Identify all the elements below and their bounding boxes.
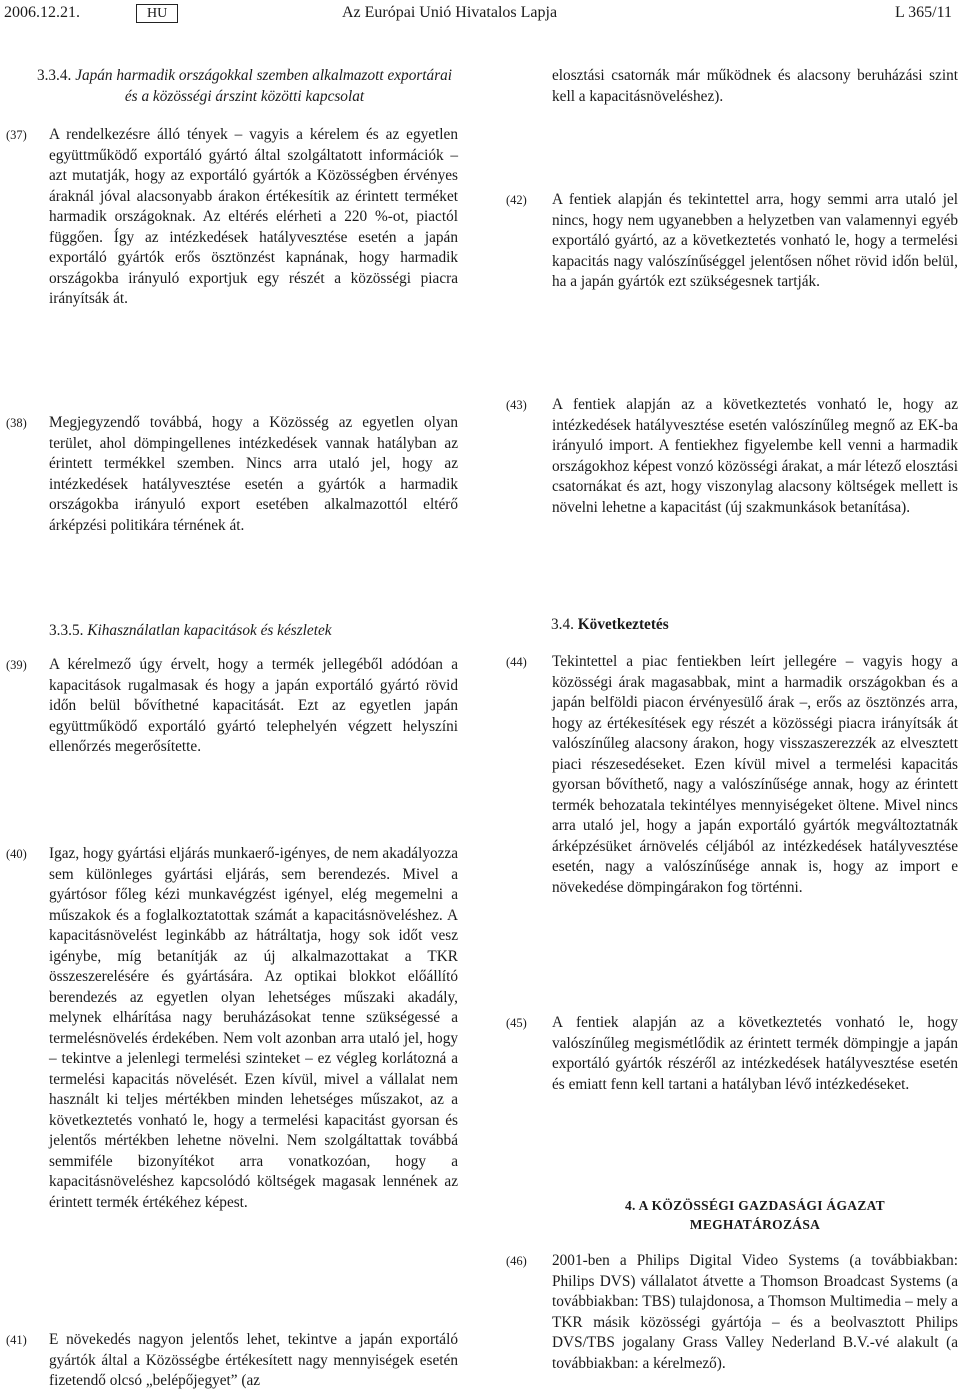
- paragraph-text: A kérelmező úgy érvelt, hogy a termék jellegéből adódóan a kapacitások rugalmasak és hogy a japán exportáló gyártó rövid időn belül bővíthetné kapacitását. Ezt az egyetlen japán együttműködő exportáló gyártó telephelyén végzett helyszíni ellenőrzés megerősítette.: [49, 656, 458, 755]
- paragraph-number: (38): [6, 416, 27, 430]
- paragraph-number: (41): [6, 1333, 27, 1347]
- page-reference: L 365/11: [894, 4, 952, 21]
- paragraph-number: (43): [506, 398, 527, 412]
- subsection-title: Kihasználatlan kapacitások és készletek: [87, 622, 332, 639]
- paragraph-text: A rendelkezésre álló tények – vagyis a kérelem és az egyetlen együttműködő exportáló gyártó által szolgáltatott információk – azt mutatják, hogy az exportáló gyártók a Közösségben érvényes áraknál jóval alacsonyabb árakon értékesítik az érintett terméket harmadik országoknak. Az eltérés elérheti a 220 %-ot, piactól függően. Így az intézkedések hatályvesztése esetén a japán exportáló gyártók erős ösztönzést kapnának, hogy harmadik országokba irányuló exportjuk egy részét a közösségi piacra irányítsák át.: [49, 126, 458, 307]
- section-number: 3.4.: [551, 616, 574, 633]
- paragraph-number: (46): [506, 1254, 527, 1268]
- paragraph-text: Tekintettel a piac fentiekben leírt jellegére – vagyis hogy a közösségi árak magasabbak, mint a harmadik országokban és a japán belföldi piacon érvényesülő árak –, erős az ösztönzés arra, hogy az értékesítések egy részét a közösségi piacra irányítsák át valószínűleg alacsony árakon, hogy visszaszerezzék az elvesztett piaci részesedéseket. Ezen kívül mivel a termelési kapacitás gyorsan bővíthető, nagy a valószínűsége annak, hogy az érintett termék behozatala tekintélyes mennyiségeket öltene. Mivel nincs arra utaló jel, hogy a japán exportáló gyártók megváltoztatnák árképzésüket árnövelés céljából az intézkedések hatályvesztése esetén, nagy a valószínűsége annak is, hogy az import e növekedése dömpingárakon fog történni.: [552, 653, 958, 896]
- paragraph-45: [506, 1013, 958, 1095]
- paragraph-text: 2001-ben a Philips Digital Video Systems (a továbbiakban: Philips DVS) vállalatot átvette a Thomson Broadcast Systems (a továbbiakban: TBS) tulajdonosa, a Thomson Multimedia – mely a TKR másik közösségi gyártója – és a beolvasztott Philips DVS/TBS jogalany Grass Valley Nederland B.V.-vé alakult (a továbbiakban: a kérelmező).: [552, 1252, 958, 1372]
- paragraph-text: elosztási csatornák már működnek és alacsony beruházási szint kell a kapacitásnöveléshez).: [552, 67, 958, 105]
- section-4-heading: [552, 1196, 958, 1234]
- subsection-3-3-4: [31, 66, 458, 107]
- subsection-number: 3.3.4.: [36, 67, 72, 84]
- paragraph-number: (37): [6, 128, 27, 142]
- page-header: [4, 4, 956, 26]
- paragraph-number: (39): [6, 658, 27, 672]
- paragraph-39: [6, 655, 458, 758]
- paragraph-text: A fentiek alapján az a következtetés vonható le, hogy valószínűleg megismétlődik az érintett termék dömpingje a japán exportáló gyártók részéről az intézkedések hatályvesztése esetén és emiatt fenn kell tartani a hatályban lévő intézkedéseket.: [552, 1014, 958, 1093]
- paragraph-41: [6, 1330, 458, 1392]
- section-heading-line1: 4. A KÖZÖSSÉGI GAZDASÁGI ÁGAZAT: [625, 1198, 885, 1213]
- paragraph-38: [6, 413, 458, 536]
- paragraph-43: [506, 395, 958, 518]
- paragraph-37: [6, 125, 458, 310]
- publication-date: 2006.12.21.: [4, 4, 80, 21]
- paragraph-number: (40): [6, 847, 27, 861]
- paragraph-number: (45): [506, 1016, 527, 1030]
- paragraph-text: A fentiek alapján és tekintettel arra, hogy semmi arra utaló jel nincs, hogy nem ugyanebben a helyzetben van valamennyi egyéb exportáló gyártó, az a következtetés vonható le, hogy a termelési kapacitás nagy valószínűséggel jelentősen nőhet rövid időn belül, ha a japán gyártók ezt szükségesnek tartják.: [552, 191, 958, 290]
- paragraph-number: (44): [506, 655, 527, 669]
- language-code-box: HU: [136, 4, 178, 23]
- subsection-3-3-5: [49, 621, 332, 642]
- paragraph-text: Igaz, hogy gyártási eljárás munkaerő-igényes, de nem akadályozza sem különleges gyártási eljárás, sem berendezés. Mivel a gyártósor főleg kézi munkavégzést igényel, elég megemelni a műszakok és a foglalkoztatottak számát a kapacitásnöveléshez. A kapacitásnövelést leginkább az hátráltatja, hogy sok időt vesz igénybe, míg betanítják az új alkalmazottakat a TKR összeszerelésére és gyártására. Az optikai blokkot előállító berendezés az egyetlen olyan lehetséges műszaki akadály, melynek elhárítása nagy beruházásokat tenne szükségessé a termelésnövelés érdekében. Nem volt azonban arra utaló jel, hogy – tekintve a jelenlegi termelési szinteket – ez végleg korlátozná a termelési kapacitás növelését. Ezen kívül, mivel a vállalat nem használt ki teljes mértékben minden lehetséges műszakot, az a következtetés vonható le, hogy a termelési kapacitást gyorsan és jelentős mértékben lehetne növelni. Nem szolgáltattak továbbá semmiféle bizonyítékot arra vonatkozóan, hogy a kapacitásnöveléshez kapcsolódó költségek magasak lennének az érintett termék értékéhez képest.: [49, 845, 459, 1211]
- section-heading-line2: MEGHATÁROZÁSA: [689, 1217, 821, 1232]
- subsection-title: Japán harmadik országokkal szemben alkalmazott exportárai és a közösségi árszint közötti kapcsolat: [75, 67, 453, 105]
- paragraph-text: Megjegyzendő továbbá, hogy a Közösség az egyetlen olyan terület, ahol dömpingellenes intézkedések vannak hatályban az érintett termékkel szemben. Nincs arra utaló jel, hogy az intézkedések hatályvesztése esetén a gyártók a harmadik országokba irányuló export esetében alkalmazottól eltérő árképzési politikára térnének át.: [49, 414, 458, 534]
- paragraph-text: A fentiek alapján az a következtetés vonható le, hogy az intézkedések hatályvesztése esetén valószínűleg megnő az EK-ba irányuló import. A fentiekhez figyelembe kell venni a harmadik országokhoz képest vonzó közösségi árakat, a már létező elosztási csatornákat és azt, hogy viszonylag alacsony költségek mellett is növelni lehetne a kapacitást (új szakmunkások betanítása).: [552, 396, 958, 516]
- subsection-number: 3.3.5.: [49, 622, 84, 639]
- journal-title: Az Európai Unió Hivatalos Lapja: [342, 4, 558, 21]
- paragraph-44: [506, 652, 958, 898]
- paragraph-42: [506, 190, 958, 293]
- section-3-4-heading: [551, 616, 669, 634]
- continued-text: [506, 66, 958, 107]
- paragraph-40: [6, 844, 458, 1213]
- section-title: Következtetés: [577, 616, 669, 633]
- paragraph-number: (42): [506, 193, 527, 207]
- paragraph-46: [506, 1251, 958, 1374]
- paragraph-text: E növekedés nagyon jelentős lehet, tekintve a japán exportáló gyártók által a Közösségbe értékesített nagy mennyiségek esetén fizetendő olcsó „belépőjegyet” (az: [49, 1331, 458, 1389]
